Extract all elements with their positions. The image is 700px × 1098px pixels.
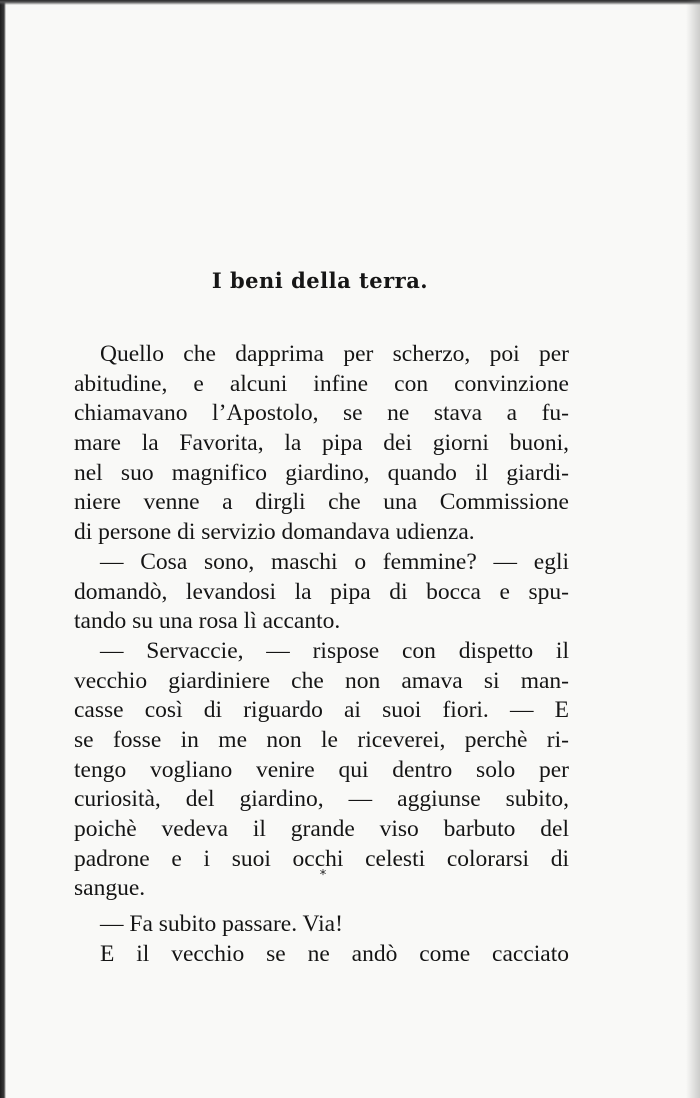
section-separator: *	[319, 868, 327, 883]
text-line: tando su una rosa lì accanto.	[74, 608, 341, 635]
text-line: Quello che dapprima per scherzo, poi per	[100, 341, 569, 367]
text-line: se fosse in me non le riceverei, perchè ri-	[74, 726, 569, 753]
text-line: sangue.	[74, 875, 146, 902]
text-line: padrone e i suoi occhi celesti colorarsi di	[74, 845, 569, 872]
chapter-body-continued	[74, 910, 569, 969]
text-line: poichè vedeva il grande viso barbuto del	[74, 816, 569, 842]
text-line: nel suo magnifico giardino, quando il giardi-	[74, 459, 569, 486]
page-left-edge	[0, 0, 6, 1098]
text-line: E il vecchio se ne andò come cacciato	[100, 940, 569, 967]
text-line: di persone di servizio domandava udienza.	[74, 519, 475, 546]
chapter-body	[74, 340, 569, 904]
text-line: casse così di riguardo ai suoi fiori. — E	[74, 697, 569, 724]
page-right-shadow	[686, 0, 700, 1098]
text-line: mare la Favorita, la pipa dei giorni buoni,	[74, 430, 569, 457]
text-line: curiosità, del giardino, — aggiunse subito,	[74, 786, 569, 813]
text-line: — Servaccie, — rispose con dispetto il	[100, 637, 569, 664]
text-line: domandò, levandosi la pipa di bocca e spu-	[74, 578, 569, 605]
text-line: tengo vogliano venire qui dentro solo per	[74, 756, 569, 783]
text-line: niere venne a dirgli che una Commissione	[74, 489, 569, 516]
chapter-title: I beni della terra.	[211, 268, 429, 293]
text-line: vecchio giardiniere che non amava si man-	[74, 667, 569, 694]
text-line: — Fa subito passare. Via!	[100, 911, 343, 937]
text-line: — Cosa sono, maschi o femmine? — egli	[100, 548, 569, 575]
text-line: chiamavano l’Apostolo, se ne stava a fu-	[74, 400, 569, 427]
text-line: abitudine, e alcuni infine con convinzione	[74, 370, 569, 397]
page-top-edge	[0, 0, 700, 5]
